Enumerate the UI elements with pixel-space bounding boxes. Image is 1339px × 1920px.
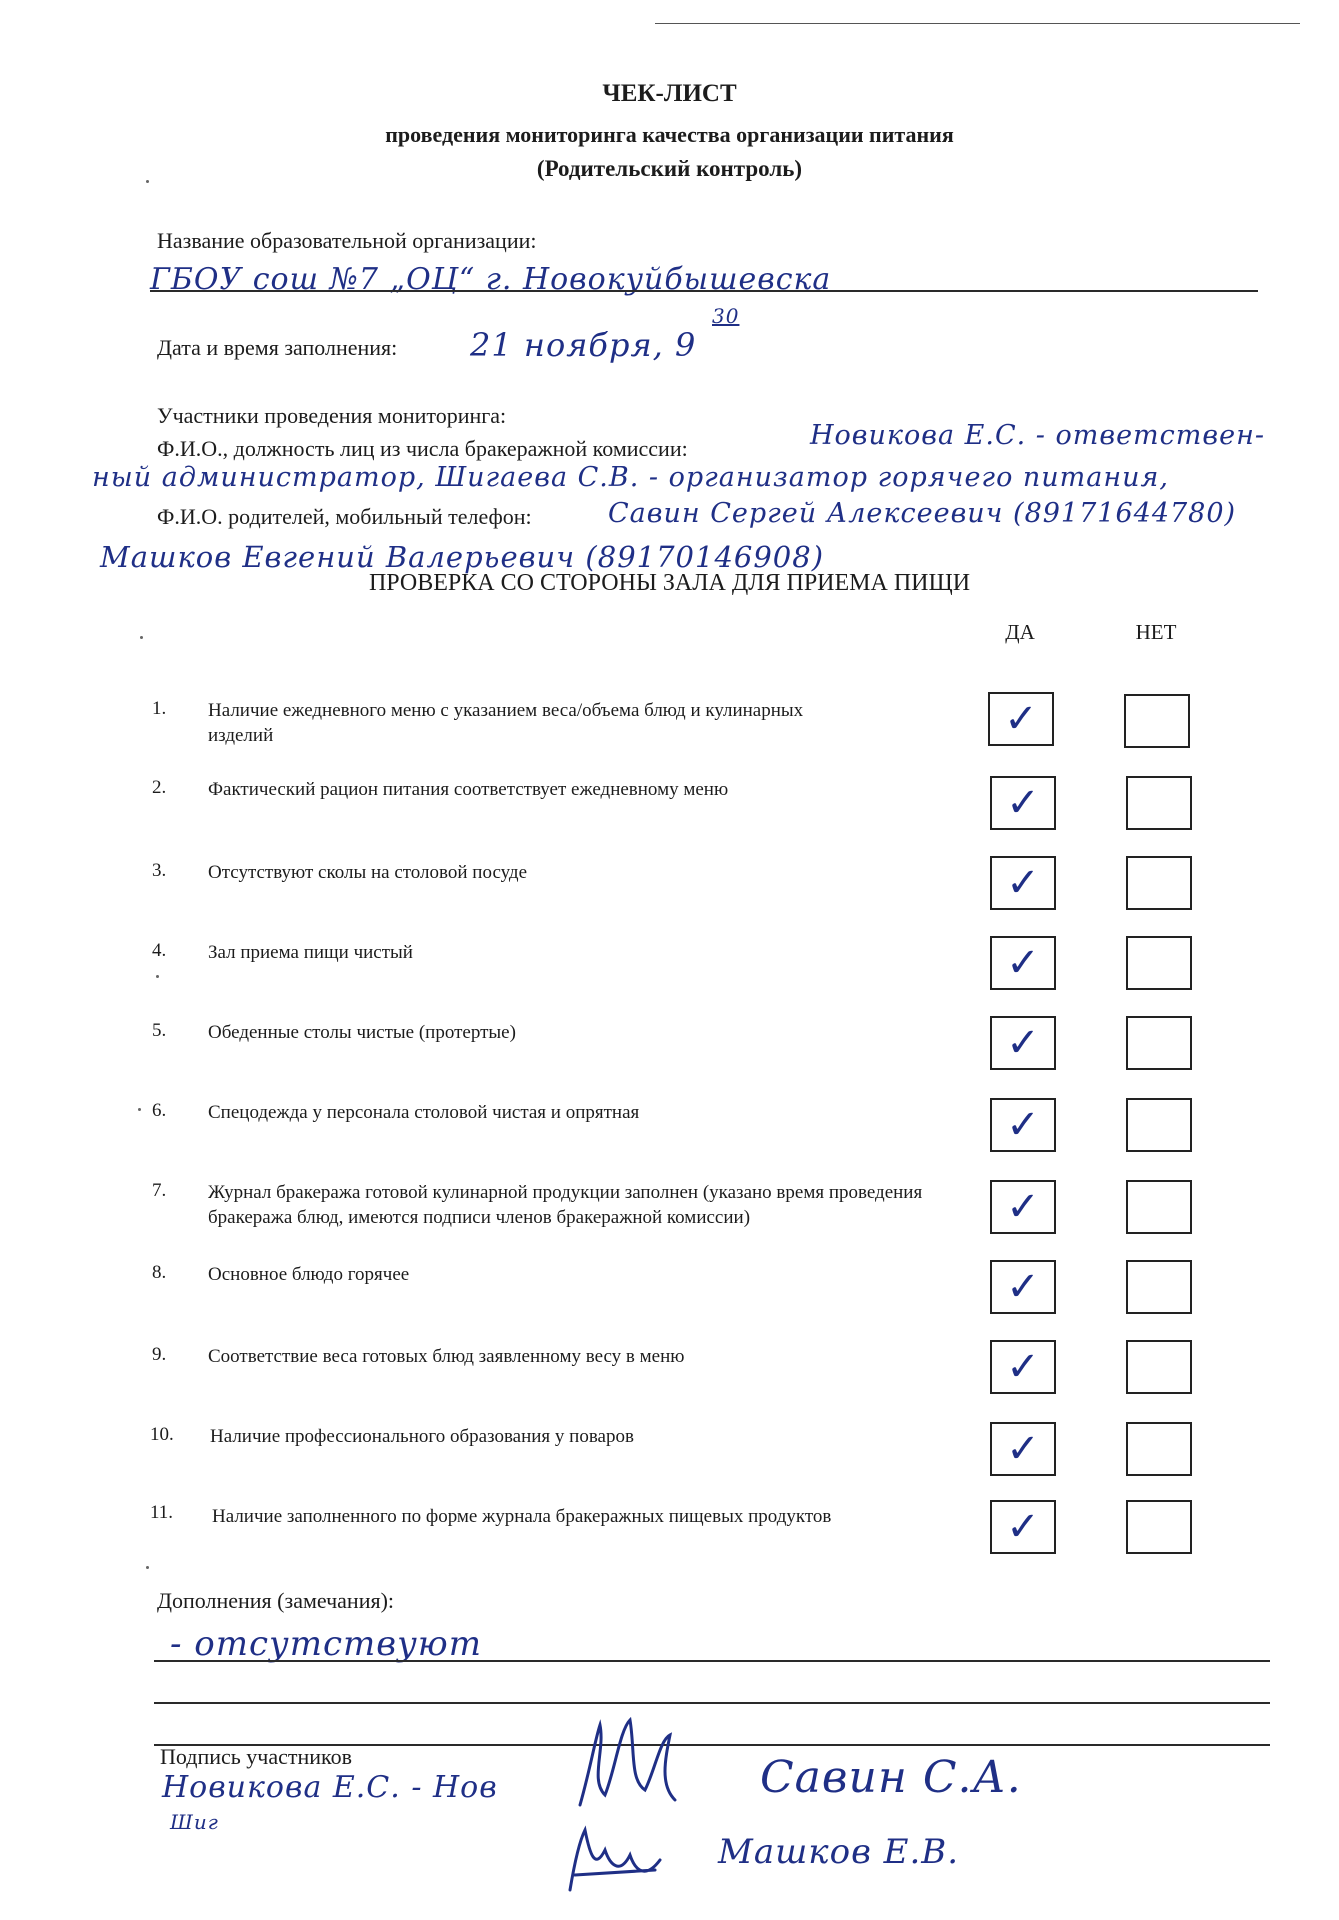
remarks-line-2	[154, 1702, 1270, 1704]
check-mark-icon: ✓	[1006, 1344, 1040, 1390]
date-value-superscript: 30	[712, 304, 740, 328]
commission-value-line1: Новикова Е.С. - ответствен-	[810, 420, 1265, 451]
item-7-no-checkbox[interactable]	[1126, 1180, 1192, 1234]
column-yes-header: ДА	[1005, 620, 1035, 644]
item-11-yes-checkbox[interactable]	[990, 1500, 1056, 1554]
item-3-number: 3.	[152, 860, 167, 881]
item-5-number: 5.	[152, 1020, 167, 1041]
remarks-line-1	[154, 1660, 1270, 1662]
check-mark-icon: ✓	[1006, 1504, 1040, 1550]
check-mark-icon: ✓	[1006, 1184, 1040, 1230]
org-underline	[150, 290, 1258, 292]
item-8-text: Основное блюдо горячее	[208, 1264, 410, 1285]
item-10-text: Наличие профессионального образования у поваров	[210, 1426, 634, 1447]
item-9-text: Соответствие веса готовых блюд заявленному весу в меню	[208, 1346, 685, 1367]
item-6-yes-checkbox[interactable]	[990, 1098, 1056, 1152]
org-label: Название образовательной организации:	[157, 228, 537, 253]
item-6-no-checkbox[interactable]	[1126, 1098, 1192, 1152]
remarks-label: Дополнения (замечания):	[157, 1588, 395, 1613]
item-5-text: Обеденные столы чистые (протертые)	[208, 1022, 516, 1043]
item-10-number: 10.	[150, 1424, 174, 1445]
item-10-no-checkbox[interactable]	[1126, 1422, 1192, 1476]
item-2-number: 2.	[152, 777, 167, 798]
signature-commission-1b: Шиг	[170, 1810, 219, 1834]
scan-dot	[156, 975, 159, 978]
scan-top-line	[655, 23, 1300, 24]
item-6-text: Спецодежда у персонала столовой чистая и опрятная	[208, 1102, 640, 1123]
item-3-no-checkbox[interactable]	[1126, 856, 1192, 910]
check-mark-icon: ✓	[1006, 940, 1040, 986]
scan-dot	[146, 180, 149, 183]
item-11-text: Наличие заполненного по форме журнала бракеражных пищевых продуктов	[212, 1506, 832, 1527]
item-8-yes-checkbox[interactable]	[990, 1260, 1056, 1314]
date-label: Дата и время заполнения:	[157, 335, 398, 360]
item-5-yes-checkbox[interactable]	[990, 1016, 1056, 1070]
item-7-text: Журнал бракеража готовой кулинарной продукции заполнен (указано время проведения бракеража блюд, имеются подписи членов бракеражной комиссии)	[208, 1182, 923, 1228]
check-mark-icon: ✓	[1006, 1426, 1040, 1472]
signature-parent-1: Савин С.А.	[760, 1752, 1022, 1803]
scan-dot	[146, 1566, 149, 1569]
check-mark-icon: ✓	[1004, 696, 1038, 742]
commission-label: Ф.И.О., должность лиц из числа бракеражной комиссии:	[157, 436, 688, 461]
participants-label: Участники проведения мониторинга:	[157, 403, 507, 428]
item-9-yes-checkbox[interactable]	[990, 1340, 1056, 1394]
item-9-no-checkbox[interactable]	[1126, 1340, 1192, 1394]
item-1-text: Наличие ежедневного меню с указанием веса/объема блюд и кулинарных изделий	[208, 700, 804, 746]
item-9-number: 9.	[152, 1344, 167, 1365]
check-mark-icon: ✓	[1006, 1102, 1040, 1148]
scan-dot	[138, 1108, 141, 1111]
item-2-text: Фактический рацион питания соответствует ежедневному меню	[208, 779, 729, 800]
check-mark-icon: ✓	[1006, 1020, 1040, 1066]
item-3-yes-checkbox[interactable]	[990, 856, 1056, 910]
item-5-no-checkbox[interactable]	[1126, 1016, 1192, 1070]
item-7-yes-checkbox[interactable]	[990, 1180, 1056, 1234]
item-1-number: 1.	[152, 698, 167, 719]
check-mark-icon: ✓	[1006, 1264, 1040, 1310]
item-11-no-checkbox[interactable]	[1126, 1500, 1192, 1554]
item-4-number: 4.	[152, 940, 167, 961]
check-mark-icon: ✓	[1006, 780, 1040, 826]
commission-value-line2: ный администратор, Шигаева С.В. - организатор горячего питания,	[92, 462, 1170, 493]
item-1-no-checkbox[interactable]	[1124, 694, 1190, 748]
item-4-text: Зал приема пищи чистый	[208, 942, 413, 963]
check-mark-icon: ✓	[1006, 860, 1040, 906]
parents-label: Ф.И.О. родителей, мобильный телефон:	[157, 504, 532, 529]
column-no-header: НЕТ	[1135, 620, 1177, 644]
signature-commission-1: Новикова Е.С. - Нов	[162, 1770, 498, 1805]
signature-scribble-2	[560, 1820, 670, 1900]
parents-value-line1: Савин Сергей Алексеевич (89171644780)	[608, 498, 1237, 529]
org-value: ГБОУ сош №7 „ОЦ“ г. Новокуйбышевска	[150, 262, 832, 297]
remarks-value: - отсутствуют	[170, 1624, 482, 1664]
document-subtitle: проведения мониторинга качества организации питания	[385, 122, 954, 147]
item-4-no-checkbox[interactable]	[1126, 936, 1192, 990]
date-value: 21 ноября, 9	[470, 326, 697, 364]
signature-parent-2: Машков Е.В.	[718, 1832, 960, 1872]
item-11-number: 11.	[150, 1502, 174, 1523]
item-7-number: 7.	[152, 1180, 167, 1201]
item-3-text: Отсутствуют сколы на столовой посуде	[208, 862, 528, 883]
item-4-yes-checkbox[interactable]	[990, 936, 1056, 990]
item-8-no-checkbox[interactable]	[1126, 1260, 1192, 1314]
item-6-number: 6.	[152, 1100, 167, 1121]
scan-dot	[140, 636, 143, 639]
signature-scribble-1	[560, 1710, 700, 1820]
item-2-no-checkbox[interactable]	[1126, 776, 1192, 830]
section-title: ПРОВЕРКА СО СТОРОНЫ ЗАЛА ДЛЯ ПРИЕМА ПИЩИ	[368, 570, 971, 596]
item-1-yes-checkbox[interactable]	[988, 692, 1054, 746]
signatures-label: Подпись участников	[160, 1744, 353, 1769]
item-2-yes-checkbox[interactable]	[990, 776, 1056, 830]
item-10-yes-checkbox[interactable]	[990, 1422, 1056, 1476]
item-8-number: 8.	[152, 1262, 167, 1283]
document-subtitle-parent-control: (Родительский контроль)	[536, 156, 803, 181]
document-title: ЧЕК-ЛИСТ	[602, 80, 737, 107]
parents-value-line2: Машков Евгений Валерьевич (89170146908)	[100, 540, 825, 574]
